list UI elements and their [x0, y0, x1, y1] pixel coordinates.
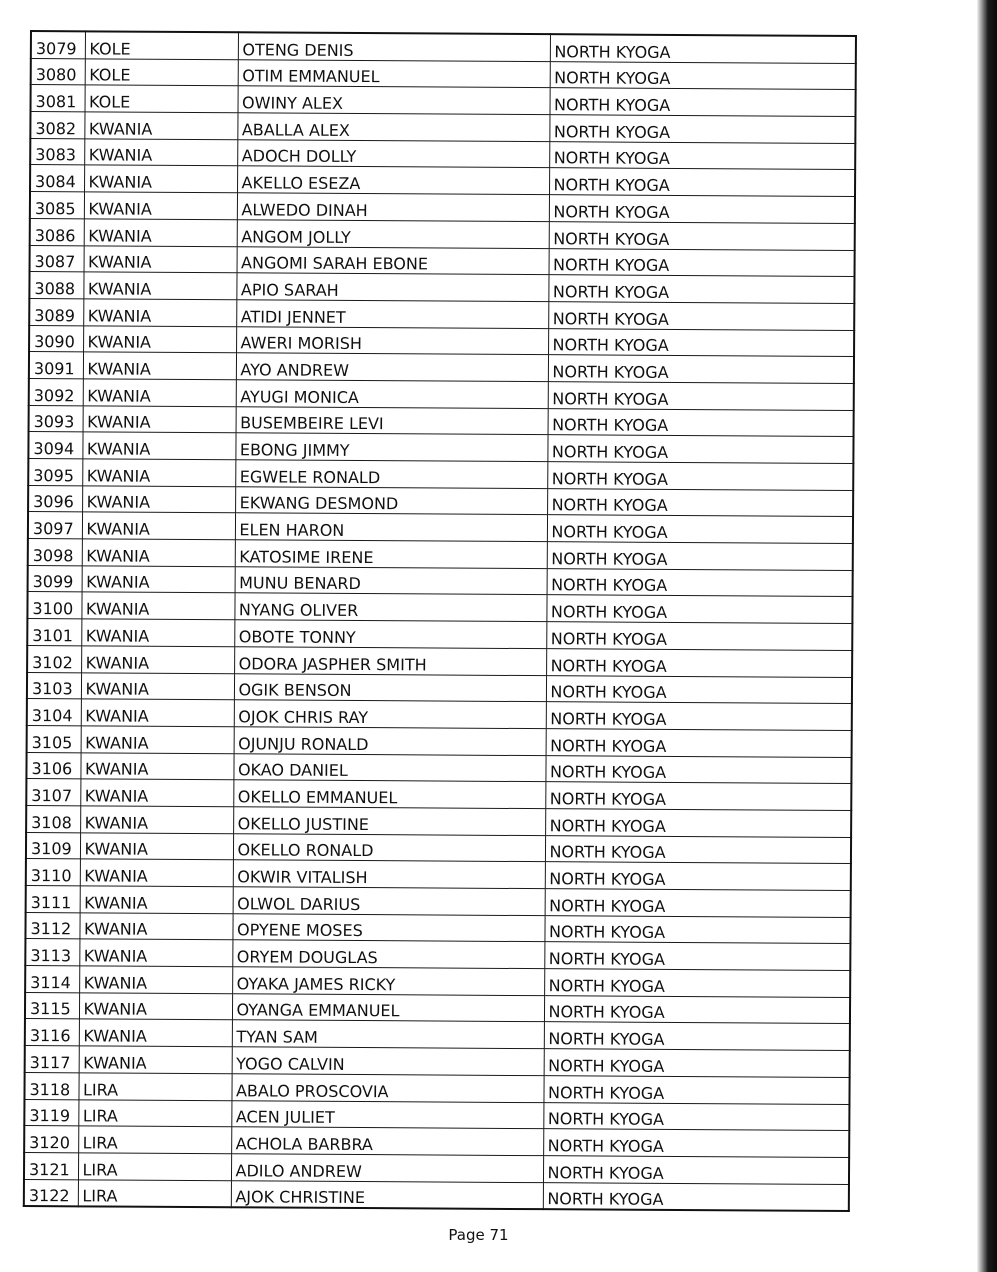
region-cell: NORTH KYOGA: [549, 195, 855, 224]
row-number-cell: 3111: [26, 885, 80, 912]
name-cell: ANGOM JOLLY: [237, 220, 549, 249]
district-cell: KWANIA: [81, 646, 234, 674]
name-cell: OLWOL DARIUS: [233, 887, 545, 916]
name-cell: ODORA JASPHER SMITH: [234, 647, 546, 676]
district-cell: KWANIA: [82, 539, 235, 567]
name-cell: ORYEM DOUGLAS: [232, 940, 544, 969]
district-cell: KWANIA: [81, 726, 234, 754]
district-cell: KWANIA: [83, 299, 236, 327]
name-cell: AYO ANDREW: [236, 353, 548, 382]
row-number-cell: 3116: [25, 1019, 79, 1046]
region-cell: NORTH KYOGA: [549, 88, 855, 117]
name-cell: BUSEMBEIRE LEVI: [236, 406, 548, 435]
region-cell: NORTH KYOGA: [545, 835, 851, 864]
name-cell: APIO SARAH: [236, 273, 548, 302]
district-cell: LIRA: [78, 1126, 231, 1154]
district-cell: KWANIA: [80, 779, 233, 807]
row-number-cell: 3099: [28, 565, 82, 592]
row-number-cell: 3094: [28, 432, 82, 459]
region-cell: NORTH KYOGA: [544, 1022, 850, 1051]
district-cell: KOLE: [85, 31, 238, 59]
name-cell: ADOCH DOLLY: [237, 140, 549, 169]
district-cell: KWANIA: [79, 993, 232, 1021]
row-number-cell: 3089: [29, 298, 83, 325]
row-number-cell: 3102: [27, 645, 81, 672]
region-cell: NORTH KYOGA: [547, 435, 853, 464]
row-number-cell: 3112: [25, 912, 79, 939]
district-cell: KWANIA: [84, 219, 237, 247]
district-cell: KWANIA: [81, 619, 234, 647]
district-cell: KWANIA: [83, 325, 236, 353]
region-cell: NORTH KYOGA: [546, 729, 852, 758]
name-cell: MUNU BENARD: [235, 567, 547, 596]
row-number-cell: 3114: [25, 966, 79, 993]
name-cell: ACEN JULIET: [231, 1100, 543, 1129]
region-cell: NORTH KYOGA: [548, 302, 854, 331]
district-cell: KWANIA: [79, 966, 232, 994]
district-cell: LIRA: [78, 1099, 231, 1127]
row-number-cell: 3103: [27, 672, 81, 699]
district-cell: KWANIA: [82, 459, 235, 487]
name-cell: ATIDI JENNET: [236, 300, 548, 329]
region-cell: NORTH KYOGA: [548, 275, 854, 304]
name-cell: AYUGI MONICA: [236, 380, 548, 409]
region-cell: NORTH KYOGA: [544, 915, 850, 944]
district-cell: KWANIA: [80, 859, 233, 887]
district-cell: KWANIA: [84, 192, 237, 220]
row-number-cell: 3106: [26, 752, 80, 779]
district-cell: KWANIA: [79, 913, 232, 941]
district-cell: KWANIA: [80, 832, 233, 860]
district-cell: KWANIA: [82, 432, 235, 460]
name-cell: OKAO DANIEL: [233, 753, 545, 782]
name-cell: KATOSIME IRENE: [235, 540, 547, 569]
region-cell: NORTH KYOGA: [546, 622, 852, 651]
row-number-cell: 3101: [27, 619, 81, 646]
district-cell: KWANIA: [79, 939, 232, 967]
name-cell: EKWANG DESMOND: [235, 486, 547, 515]
row-number-cell: 3088: [29, 272, 83, 299]
row-number-cell: 3109: [26, 832, 80, 859]
name-cell: EBONG JIMMY: [235, 433, 547, 462]
region-cell: NORTH KYOGA: [549, 115, 855, 144]
name-cell: OKWIR VITALISH: [233, 860, 545, 889]
region-cell: NORTH KYOGA: [548, 408, 854, 437]
name-cell: OPYENE MOSES: [232, 913, 544, 942]
district-cell: KWANIA: [82, 566, 235, 594]
region-cell: NORTH KYOGA: [545, 782, 851, 811]
row-number-cell: 3091: [29, 352, 83, 379]
name-cell: TYAN SAM: [232, 1020, 544, 1049]
name-cell: ELEN HARON: [235, 513, 547, 542]
region-cell: NORTH KYOGA: [543, 1182, 849, 1211]
district-cell: KWANIA: [79, 1019, 232, 1047]
name-cell: OTIM EMMANUEL: [238, 59, 550, 88]
name-cell: YOGO CALVIN: [232, 1047, 544, 1076]
row-number-cell: 3079: [31, 31, 85, 59]
district-cell: KWANIA: [83, 352, 236, 380]
name-cell: OJOK CHRIS RAY: [234, 700, 546, 729]
region-cell: NORTH KYOGA: [547, 462, 853, 491]
region-cell: NORTH KYOGA: [545, 862, 851, 891]
row-number-cell: 3080: [31, 58, 85, 85]
name-cell: OTENG DENIS: [238, 32, 550, 61]
region-cell: NORTH KYOGA: [544, 969, 850, 998]
region-cell: NORTH KYOGA: [550, 61, 856, 90]
row-number-cell: 3092: [29, 378, 83, 405]
district-cell: KWANIA: [83, 272, 236, 300]
region-cell: NORTH KYOGA: [548, 382, 854, 411]
table-row: [24, 1179, 849, 1211]
district-cell: KWANIA: [82, 512, 235, 540]
name-cell: OKELLO EMMANUEL: [233, 780, 545, 809]
name-cell: OYANGA EMMANUEL: [232, 994, 544, 1023]
region-cell: NORTH KYOGA: [546, 648, 852, 677]
row-number-cell: 3115: [25, 992, 79, 1019]
name-list-table: [23, 30, 857, 1212]
name-cell: AWERI MORISH: [236, 326, 548, 355]
row-number-cell: 3119: [24, 1099, 78, 1126]
name-cell: NYANG OLIVER: [234, 593, 546, 622]
row-number-cell: 3110: [26, 859, 80, 886]
name-cell: AJOK CHRISTINE: [231, 1180, 543, 1209]
district-cell: KWANIA: [81, 699, 234, 727]
region-cell: NORTH KYOGA: [549, 168, 855, 197]
row-number-cell: 3104: [27, 699, 81, 726]
name-cell: ANGOMI SARAH EBONE: [237, 246, 549, 275]
region-cell: NORTH KYOGA: [545, 755, 851, 784]
row-number-cell: 3098: [28, 539, 82, 566]
table-body: [24, 31, 856, 1211]
district-cell: LIRA: [78, 1179, 231, 1207]
name-cell: OBOTE TONNY: [234, 620, 546, 649]
region-cell: NORTH KYOGA: [547, 568, 853, 597]
region-cell: NORTH KYOGA: [548, 355, 854, 384]
district-cell: KWANIA: [83, 379, 236, 407]
document-table-container: [23, 30, 857, 1212]
name-cell: OJUNJU RONALD: [234, 727, 546, 756]
region-cell: NORTH KYOGA: [545, 889, 851, 918]
name-cell: OGIK BENSON: [234, 673, 546, 702]
row-number-cell: 3084: [30, 165, 84, 192]
scanner-edge-shadow: [977, 0, 997, 1272]
row-number-cell: 3097: [28, 512, 82, 539]
region-cell: NORTH KYOGA: [543, 1129, 849, 1158]
row-number-cell: 3095: [28, 458, 82, 485]
region-cell: NORTH KYOGA: [545, 809, 851, 838]
district-cell: KWANIA: [84, 112, 237, 140]
region-cell: NORTH KYOGA: [544, 1049, 850, 1078]
district-cell: KOLE: [85, 59, 238, 87]
row-number-cell: 3086: [30, 218, 84, 245]
region-cell: NORTH KYOGA: [547, 542, 853, 571]
page-number: Page 71: [448, 1226, 509, 1244]
region-cell: NORTH KYOGA: [546, 702, 852, 731]
row-number-cell: 3117: [25, 1046, 79, 1073]
row-number-cell: 3093: [29, 405, 83, 432]
region-cell: NORTH KYOGA: [549, 141, 855, 170]
district-cell: KOLE: [85, 85, 238, 113]
region-cell: NORTH KYOGA: [547, 488, 853, 517]
region-cell: NORTH KYOGA: [547, 515, 853, 544]
district-cell: KWANIA: [80, 806, 233, 834]
region-cell: NORTH KYOGA: [546, 675, 852, 704]
district-cell: LIRA: [78, 1073, 231, 1101]
row-number-cell: 3121: [24, 1152, 78, 1179]
row-number-cell: 3107: [26, 779, 80, 806]
district-cell: KWANIA: [84, 165, 237, 193]
region-cell: NORTH KYOGA: [549, 221, 855, 250]
district-cell: KWANIA: [82, 486, 235, 514]
row-number-cell: 3120: [24, 1126, 78, 1153]
row-number-cell: 3108: [26, 805, 80, 832]
region-cell: NORTH KYOGA: [543, 1102, 849, 1131]
region-cell: NORTH KYOGA: [548, 328, 854, 357]
name-cell: OWINY ALEX: [237, 86, 549, 115]
name-cell: ABALLA ALEX: [237, 113, 549, 142]
name-cell: ADILO ANDREW: [231, 1154, 543, 1183]
row-number-cell: 3087: [30, 245, 84, 272]
row-number-cell: 3082: [30, 112, 84, 139]
name-cell: ABALO PROSCOVIA: [231, 1074, 543, 1103]
name-cell: ALWEDO DINAH: [237, 193, 549, 222]
district-cell: KWANIA: [80, 752, 233, 780]
region-cell: NORTH KYOGA: [546, 595, 852, 624]
district-cell: KWANIA: [83, 405, 236, 433]
district-cell: KWANIA: [81, 672, 234, 700]
district-cell: KWANIA: [84, 245, 237, 273]
region-cell: NORTH KYOGA: [543, 1156, 849, 1185]
row-number-cell: 3100: [27, 592, 81, 619]
name-cell: ACHOLA BARBRA: [231, 1127, 543, 1156]
region-cell: NORTH KYOGA: [544, 995, 850, 1024]
row-number-cell: 3081: [31, 85, 85, 112]
row-number-cell: 3083: [30, 138, 84, 165]
row-number-cell: 3118: [24, 1072, 78, 1099]
region-cell: NORTH KYOGA: [544, 942, 850, 971]
name-cell: AKELLO ESEZA: [237, 166, 549, 195]
name-cell: OKELLO RONALD: [233, 833, 545, 862]
district-cell: LIRA: [78, 1153, 231, 1181]
name-cell: OYAKA JAMES RICKY: [232, 967, 544, 996]
row-number-cell: 3096: [28, 485, 82, 512]
district-cell: KWANIA: [80, 886, 233, 914]
row-number-cell: 3122: [24, 1179, 78, 1207]
region-cell: NORTH KYOGA: [549, 248, 855, 277]
district-cell: KWANIA: [84, 139, 237, 167]
region-cell: NORTH KYOGA: [543, 1075, 849, 1104]
row-number-cell: 3085: [30, 192, 84, 219]
row-number-cell: 3113: [25, 939, 79, 966]
district-cell: KWANIA: [81, 592, 234, 620]
row-number-cell: 3105: [27, 725, 81, 752]
region-cell: NORTH KYOGA: [550, 34, 856, 63]
name-cell: EGWELE RONALD: [235, 460, 547, 489]
district-cell: KWANIA: [79, 1046, 232, 1074]
name-cell: OKELLO JUSTINE: [233, 807, 545, 836]
row-number-cell: 3090: [29, 325, 83, 352]
